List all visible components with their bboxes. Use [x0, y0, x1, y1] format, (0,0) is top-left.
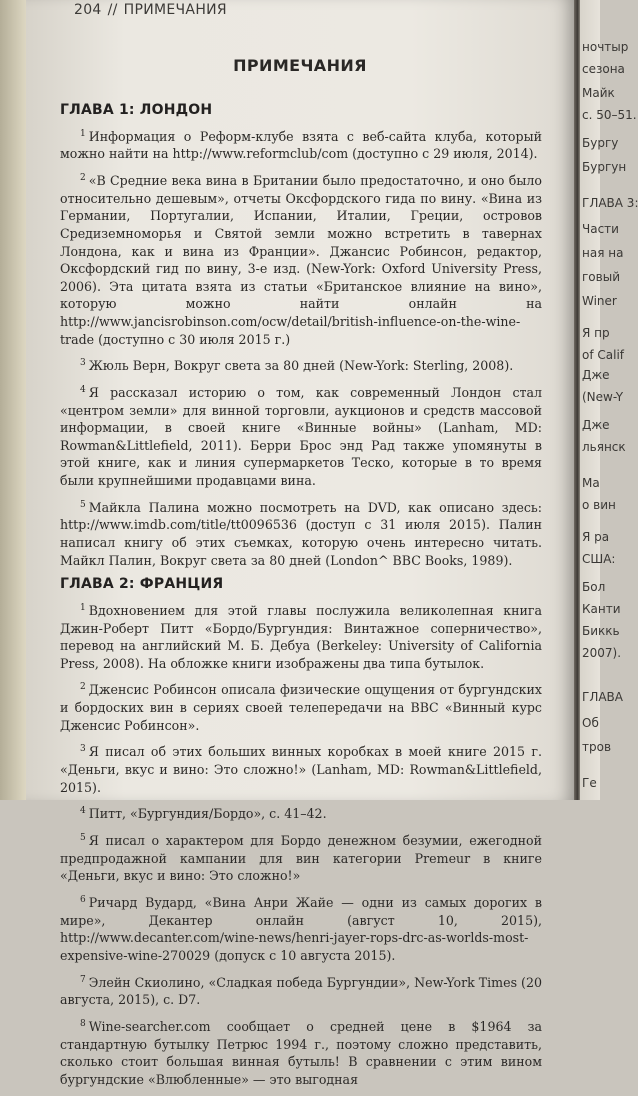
next-page-fragment: Биккь	[582, 624, 620, 638]
footnote-text: Дженсис Робинсон описала физические ощущения от бургундских и бордоских вин в сериях своей телепередачи на ВВС «Винный курс Дженсис Робинсон».	[60, 682, 542, 733]
next-page-fragment: Майк	[582, 86, 615, 100]
footnote-number: 4	[80, 806, 86, 817]
footnote	[60, 830, 542, 885]
footnote-number: 8	[80, 1018, 86, 1029]
next-page-fragment: Winer	[582, 294, 617, 308]
next-page-fragment: Я пр	[582, 326, 610, 340]
footnote-text: Информация о Реформ-клубе взята с веб-сайта клуба, который можно найти на http://www.reformclub/com (доступно с 29 июля, 2014).	[60, 128, 542, 162]
next-page-fragment: ная на	[582, 246, 624, 260]
chapter-2-notes	[60, 600, 542, 1089]
next-page-fragment: Части	[582, 222, 619, 236]
footnote-text: Я рассказал историю о том, как современный Лондон стал «центром земли» для винной торговли, аукционов и средств массовой информации, в своей книге «Винные войны» (Lanham, MD: Rowman&Littlefield, 2011). Берри Брос энд Рад также упомянуты в этой книге, как и линия супермаркетов Теско, которые в то время были крупнейшими продавцами вина.	[60, 385, 542, 489]
running-header	[74, 2, 227, 18]
running-title: ПРИМЕЧАНИЯ	[123, 2, 227, 18]
next-page-fragment: говый	[582, 270, 620, 284]
footnote-number: 6	[80, 895, 86, 906]
footnote-number: 3	[80, 744, 86, 755]
footnote-text: Элейн Скиолино, «Сладкая победа Бургундии», New-York Times (20 августа, 2015), с. D7.	[60, 974, 542, 1008]
footnote-number: 2	[80, 172, 86, 183]
footnote	[60, 600, 542, 673]
footnote-text: Я писал об этих больших винных коробках в моей книге 2015 г. «Деньги, вкус и вино: Это сложно!» (Lanham, MD: Rowman&Littlefield, 2015).	[60, 744, 542, 795]
chapter-2-heading: ГЛАВА 2: ФРАНЦИЯ	[60, 576, 224, 593]
footnote	[60, 741, 542, 796]
footnote	[60, 1016, 542, 1089]
next-page-fragment: ночтыр	[582, 40, 629, 54]
chapter-1-notes	[60, 126, 542, 570]
next-page-fragment: о вин	[582, 498, 616, 512]
footnote	[60, 679, 542, 734]
footnote	[60, 170, 542, 348]
footnote	[60, 355, 542, 375]
next-page-fragment: Бол	[582, 580, 606, 594]
next-page-fragment: ГЛАВА	[582, 690, 623, 704]
footnote-number: 5	[80, 499, 86, 510]
next-page-fragment: Бургу	[582, 136, 619, 150]
footnote-number: 1	[80, 602, 86, 613]
next-page-fragment: Дже	[582, 368, 610, 382]
footnote-text: Вдохновением для этой главы послужила великолепная книга Джин-Роберт Питт «Бордо/Бургундия: Винтажное соперничество», перевод на английский М. Б. Дебуа (Berkeley: University of California Press, 2008). На обложке книги изображены два типа бутылок.	[60, 602, 542, 671]
footnote-text: Жюль Верн, Вокруг света за 80 дней (New-York: Sterling, 2008).	[88, 358, 514, 374]
next-page-fragment: тров	[582, 740, 612, 754]
notes-body	[60, 96, 542, 1096]
footnote-text: Ричард Вудард, «Вина Анри Жайе — одни из самых дорогих в мире», Декантер онлайн (август 10, 2015), http://www.decanter.com/wine-news/henri-jayer-rops-drc-as-worlds-most-expensive-wine-270029 (допуск с 10 августа 2015).	[60, 895, 542, 963]
footnote	[60, 803, 542, 823]
next-page-fragment: Канти	[582, 602, 621, 616]
next-page-fragment: Об	[582, 716, 599, 730]
footnote	[60, 382, 542, 490]
next-page-fragment: с. 50–51.	[582, 108, 637, 122]
page-title: ПРИМЕЧАНИЯ	[233, 56, 367, 75]
footnote-number: 2	[80, 682, 86, 693]
next-page-fragment: Ма	[582, 476, 600, 490]
footnote-text: Wine-searcher.com сообщает о средней цене в $1964 за стандартную бутылку Петрюс 1994 г., поэтому сложно представить, сколько стоит большая винная бутыль! В сравнении с этим вином бургундские «Влюбленные» — это выгодная	[60, 1019, 542, 1087]
next-page-fragment: Бургун	[582, 160, 627, 174]
next-page-fragment: США:	[582, 552, 616, 566]
next-page-fragment: 2007).	[582, 646, 622, 660]
next-page-edge	[580, 0, 638, 800]
next-page-fragment: Дже	[582, 418, 610, 432]
footnote	[60, 497, 542, 570]
footnote-number: 1	[80, 128, 86, 139]
footnote-text: Майкла Палина можно посмотреть на DVD, как описано здесь: http://www.imdb.com/title/tt0096536 (доступ с 31 июля 2015). Палин написал книгу об этих съемках, которую очень интересно читать. Майкл Палин, Вокруг света за 80 дней (London^ BBC Books, 1989).	[60, 499, 542, 568]
footnote-number: 5	[80, 833, 86, 844]
footnote	[60, 972, 542, 1009]
footnote-text: Я писал о характером для Бордо денежном безумии, ежегодной предпродажной кампании для вин категории Premeur в книге «Деньги, вкус и вино: Это сложно!»	[60, 833, 542, 884]
page-number: 204	[74, 2, 102, 18]
next-page-fragment: сезона	[582, 62, 625, 76]
next-page-fragment: ГЛАВА 3:	[582, 196, 638, 210]
next-page-fragment: of Calif	[582, 348, 625, 362]
footnote	[60, 892, 542, 965]
book-page	[26, 0, 574, 1087]
header-separator: //	[107, 2, 118, 18]
footnote-number: 4	[80, 384, 86, 395]
next-page-fragment: (New-Y	[582, 390, 624, 404]
footnote	[60, 126, 542, 163]
next-page-fragment: льянск	[582, 440, 626, 454]
footnote-number: 3	[80, 358, 86, 369]
next-page-fragment: Ге	[582, 776, 597, 790]
next-page-fragment: Я ра	[582, 530, 610, 544]
footnote-number: 7	[80, 974, 86, 985]
footnote-text: Питт, «Бургундия/Бордо», с. 41–42.	[88, 806, 327, 822]
book-edge	[0, 0, 26, 800]
footnote-text: «В Средние века вина в Британии было предостаточно, и оно было относительно дешевым», отчеты Оксфордского гида по вину. «Вина из Германии, Португалии, Испании, Италии, Греции, островов Средиземноморья и Святой земли можно встретить в тавернах Лондона, как и вина из Франции». Джансис Робинсон, редактор, Оксфордский гид по вину, 3-е изд. (New-York: Oxford University Press, 2006). Эта цитата взята из статьи «Британское влияние на вино», которую можно найти онлайн на http://www.jancisrobinson.com/ocw/detail/british-influence-on-the-wine-trade (доступно с 30 июля 2015 г.)	[60, 173, 542, 347]
chapter-1-heading: ГЛАВА 1: ЛОНДОН	[60, 102, 213, 118]
